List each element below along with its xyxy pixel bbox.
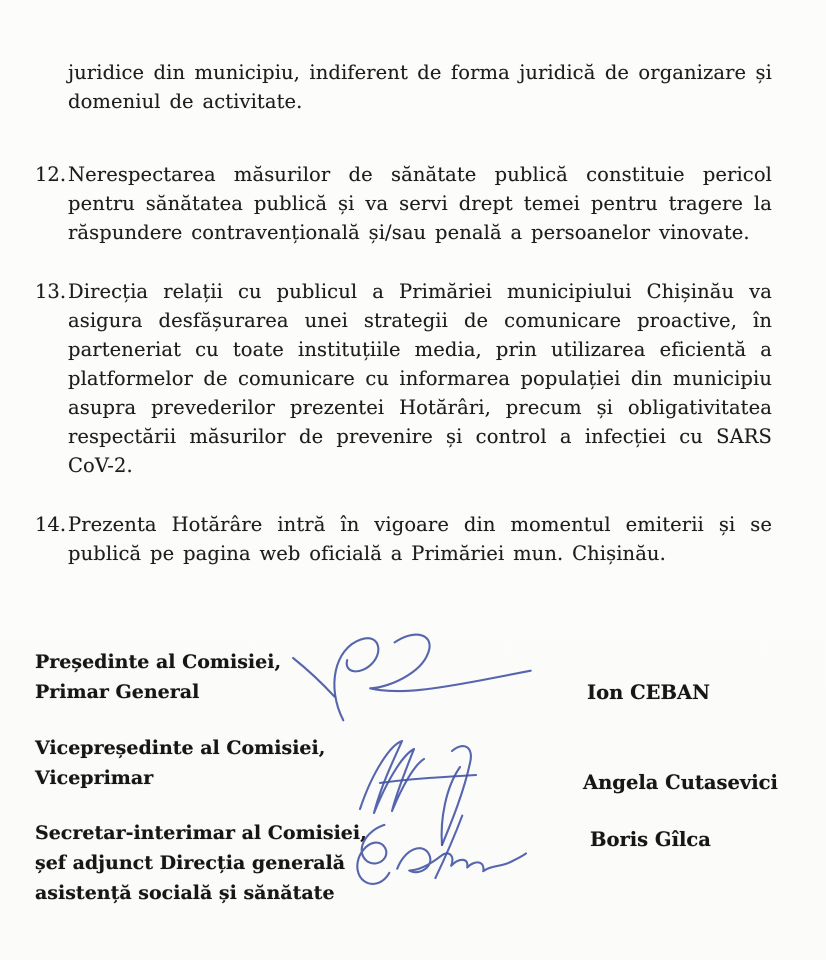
role-president-line1: Președinte al Comisiei, [35, 651, 282, 673]
role-president-line2: Primar General [35, 681, 200, 703]
item-number-13: 13. [35, 280, 67, 303]
item-number-12: 12. [35, 163, 67, 186]
name-angela-cutasevici: Angela Cutasevici [583, 771, 778, 794]
intro-paragraph: juridice din municipiu, indiferent de forma juridică de organizare și domeniul de activitate. [68, 61, 772, 113]
item-text-12: Nerespectarea măsurilor de sănătate publică constituie pericol pentru sănătatea publică și va servi drept temei pentru tragere la răspundere contravențională și/sau penală a persoanelor vinovate. [68, 163, 772, 244]
name-boris-gilca: Boris Gîlca [590, 828, 711, 851]
item-text-14: Prezenta Hotărâre intră în vigoare din momentul emiterii și se publică pe pagina web oficială a Primăriei mun. Chișinău. [68, 513, 772, 565]
role-vicepresident-line1: Vicepreședinte al Comisiei, [35, 737, 326, 759]
role-secretary-line1: Secretar-interimar al Comisiei, [35, 822, 367, 844]
name-ion-ceban: Ion CEBAN [587, 681, 710, 704]
list-item-14 [35, 510, 772, 568]
role-secretary-line2: șef adjunct Direcția generală [35, 852, 346, 874]
role-secretary-line3: asistență socială și sănătate [35, 882, 335, 904]
signature-angela-cutasevici [352, 735, 492, 850]
list-item-12 [35, 160, 772, 247]
role-vicepresident-line2: Viceprimar [35, 767, 154, 789]
signature-block [35, 630, 778, 930]
item-number-14: 14. [35, 513, 67, 536]
item-text-13: Direcția relații cu publicul a Primăriei municipiului Chișinău va asigura desfășurarea unei strategii de comunicare proactive, în parteneriat cu toate instituțiile media, prin utilizarea eficientă a platformelor de comunicare cu informarea populației din municipiu asupra prevederilor prezentei Hotărâri, precum și obligativitatea respectării măsurilor de prevenire și control a infecției cu SARS CoV-2. [68, 280, 772, 477]
signature-boris-gilca [344, 812, 530, 900]
list-item-13 [35, 277, 772, 480]
signature-ion-ceban [276, 625, 540, 739]
